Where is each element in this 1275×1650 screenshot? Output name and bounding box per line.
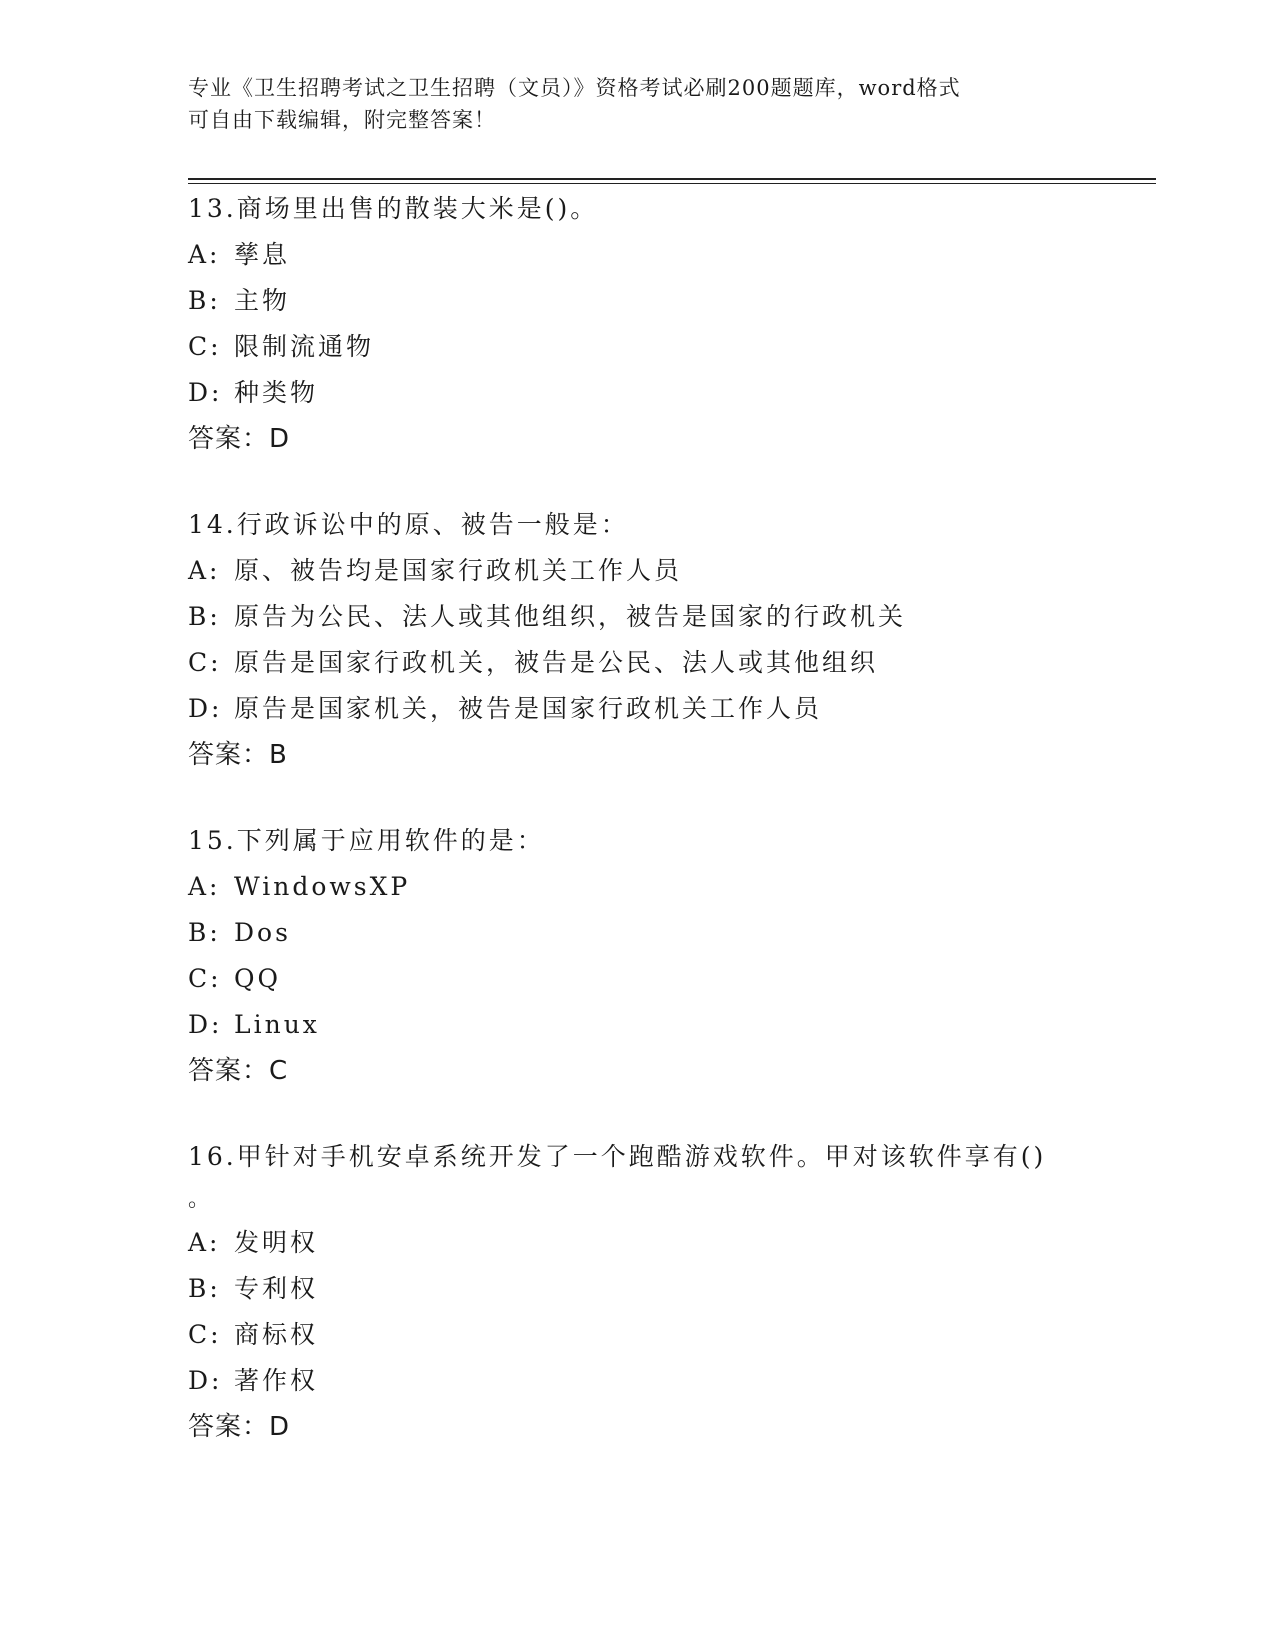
answer-line: 答案：D	[188, 1412, 291, 1442]
document-header	[188, 72, 1088, 136]
answer-line: 答案：D	[188, 424, 291, 454]
option-text: Linux	[234, 1010, 320, 1039]
option-key: B:	[188, 1274, 221, 1303]
header-line-1: 专业《卫生招聘考试之卫生招聘（文员）》资格考试必刷200题题库，word格式	[188, 76, 961, 100]
question-15	[188, 818, 1088, 1094]
option-text: 种类物	[234, 378, 319, 407]
option-text: 限制流通物	[234, 332, 375, 361]
option-text: 原、被告均是国家行政机关工作人员	[234, 556, 683, 585]
option-a	[188, 864, 1088, 910]
answer-line: 答案：B	[188, 740, 288, 770]
option-key: B:	[188, 286, 221, 315]
option-text: 孳息	[234, 240, 291, 269]
option-key: C:	[188, 332, 222, 361]
option-text: 发明权	[234, 1228, 319, 1257]
question-stem: 13.商场里出售的散装大米是()。	[188, 194, 599, 223]
option-b	[188, 1266, 1088, 1312]
option-d	[188, 686, 1088, 732]
option-c	[188, 324, 1088, 370]
option-text: 著作权	[234, 1366, 319, 1395]
option-d	[188, 370, 1088, 416]
option-text: Dos	[234, 918, 291, 947]
option-c	[188, 640, 1088, 686]
option-text: 原告为公民、法人或其他组织，被告是国家的行政机关	[234, 602, 907, 631]
option-key: A:	[188, 872, 221, 901]
option-a	[188, 1220, 1088, 1266]
option-text: 商标权	[234, 1320, 319, 1349]
option-key: A:	[188, 240, 221, 269]
option-key: C:	[188, 964, 222, 993]
option-key: D:	[188, 694, 223, 723]
option-key: C:	[188, 1320, 222, 1349]
option-c	[188, 956, 1088, 1002]
option-key: C:	[188, 648, 222, 677]
question-stem: 15.下列属于应用软件的是：	[188, 826, 545, 855]
header-line-2: 可自由下载编辑，附完整答案！	[188, 108, 496, 132]
option-a	[188, 548, 1088, 594]
option-key: B:	[188, 602, 221, 631]
question-stem: 16.甲针对手机安卓系统开发了一个跑酷游戏软件。甲对该软件享有()	[188, 1142, 1047, 1171]
answer-line: 答案：C	[188, 1056, 289, 1086]
option-text: WindowsXP	[234, 872, 411, 901]
option-key: D:	[188, 378, 223, 407]
option-b	[188, 594, 1088, 640]
option-b	[188, 910, 1088, 956]
header-divider-thick	[188, 178, 1156, 180]
option-b	[188, 278, 1088, 324]
option-key: D:	[188, 1366, 223, 1395]
option-d	[188, 1358, 1088, 1404]
option-key: A:	[188, 1228, 221, 1257]
question-stem-continued: 。	[188, 1187, 214, 1212]
question-16	[188, 1134, 1088, 1450]
option-text: QQ	[234, 964, 281, 993]
option-key: B:	[188, 918, 221, 947]
option-key: A:	[188, 556, 221, 585]
option-text: 主物	[234, 286, 291, 315]
question-13	[188, 186, 1088, 462]
question-stem: 14.行政诉讼中的原、被告一般是：	[188, 510, 629, 539]
option-d	[188, 1002, 1088, 1048]
option-c	[188, 1312, 1088, 1358]
option-a	[188, 232, 1088, 278]
option-text: 原告是国家行政机关，被告是公民、法人或其他组织	[234, 648, 879, 677]
option-text: 原告是国家机关，被告是国家行政机关工作人员	[234, 694, 823, 723]
option-key: D:	[188, 1010, 223, 1039]
option-text: 专利权	[234, 1274, 319, 1303]
question-14	[188, 502, 1088, 778]
header-divider-thin	[188, 183, 1156, 184]
